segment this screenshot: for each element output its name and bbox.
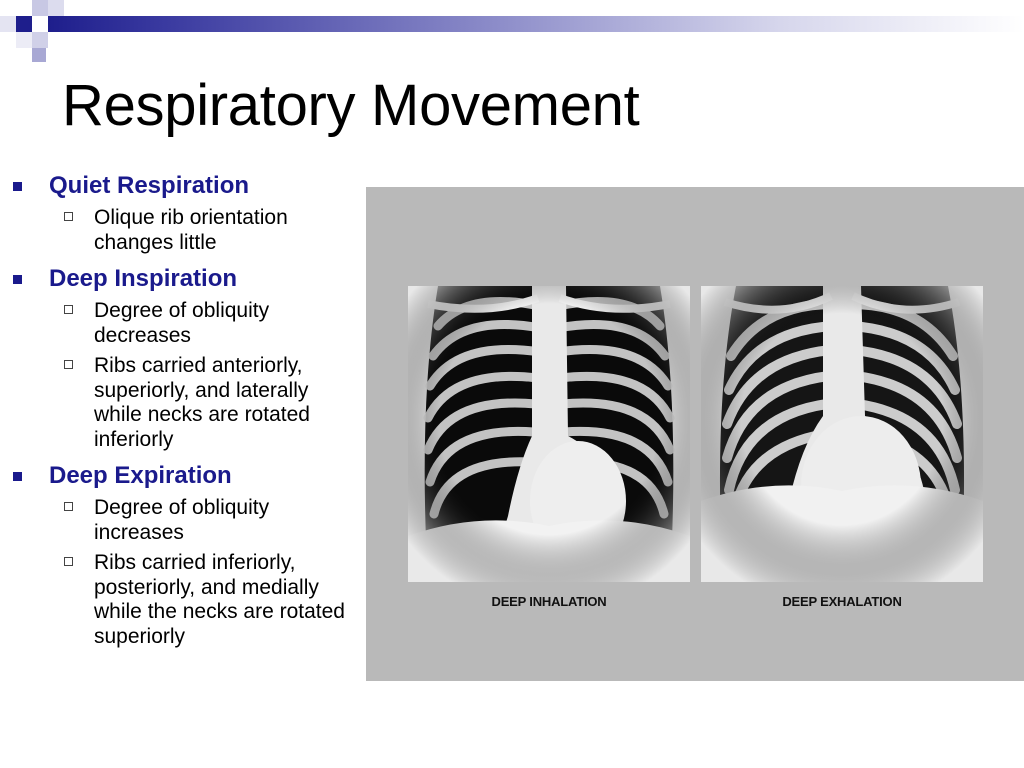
deco-square xyxy=(48,0,64,16)
square-bullet-icon xyxy=(13,182,22,191)
hollow-square-bullet-icon xyxy=(64,360,73,369)
section-heading-label: Quiet Respiration xyxy=(49,172,250,199)
sub-list xyxy=(0,206,360,255)
square-bullet-icon xyxy=(13,275,22,284)
deco-square xyxy=(16,32,32,48)
deco-square xyxy=(0,16,16,32)
xray-figure xyxy=(366,187,1024,681)
sub-item xyxy=(0,354,360,452)
chest-xray-exhalation-image xyxy=(701,286,983,582)
sub-list xyxy=(0,496,360,649)
sub-item-text: Degree of obliquity decreases xyxy=(94,299,270,347)
section-heading-label: Deep Expiration xyxy=(49,462,232,489)
slide-title: Respiratory Movement xyxy=(62,73,640,138)
hollow-square-bullet-icon xyxy=(64,557,73,566)
chest-xray-inhalation-image xyxy=(408,286,690,582)
header-gradient-bar xyxy=(48,16,1024,32)
sub-item xyxy=(0,299,360,348)
sub-item xyxy=(0,496,360,545)
caption-deep-inhalation: DEEP INHALATION xyxy=(491,594,607,609)
bullet-list xyxy=(0,170,360,657)
sub-item-text: Ribs carried inferiorly, posteriorly, and medially while the necks are rotated superiorly xyxy=(94,551,345,648)
deco-square xyxy=(32,32,48,48)
section-heading-deep-inspiration xyxy=(0,263,360,295)
square-bullet-icon xyxy=(13,472,22,481)
caption-deep-exhalation: DEEP EXHALATION xyxy=(782,594,902,609)
sub-list xyxy=(0,299,360,452)
hollow-square-bullet-icon xyxy=(64,305,73,314)
header-decoration xyxy=(0,0,1024,64)
deco-square xyxy=(32,48,46,62)
deco-square xyxy=(16,16,32,32)
sub-item-text: Degree of obliquity increases xyxy=(94,496,270,544)
sub-item xyxy=(0,551,360,649)
sub-item-text: Olique rib orientation changes little xyxy=(94,206,288,254)
section-heading-quiet-respiration xyxy=(0,170,360,202)
hollow-square-bullet-icon xyxy=(64,502,73,511)
section-heading-deep-expiration xyxy=(0,460,360,492)
sub-item xyxy=(0,206,360,255)
deco-square xyxy=(32,0,48,16)
sub-item-text: Ribs carried anteriorly, superiorly, and laterally while necks are rotated inferiorly xyxy=(94,354,310,451)
hollow-square-bullet-icon xyxy=(64,212,73,221)
section-heading-label: Deep Inspiration xyxy=(49,265,238,292)
